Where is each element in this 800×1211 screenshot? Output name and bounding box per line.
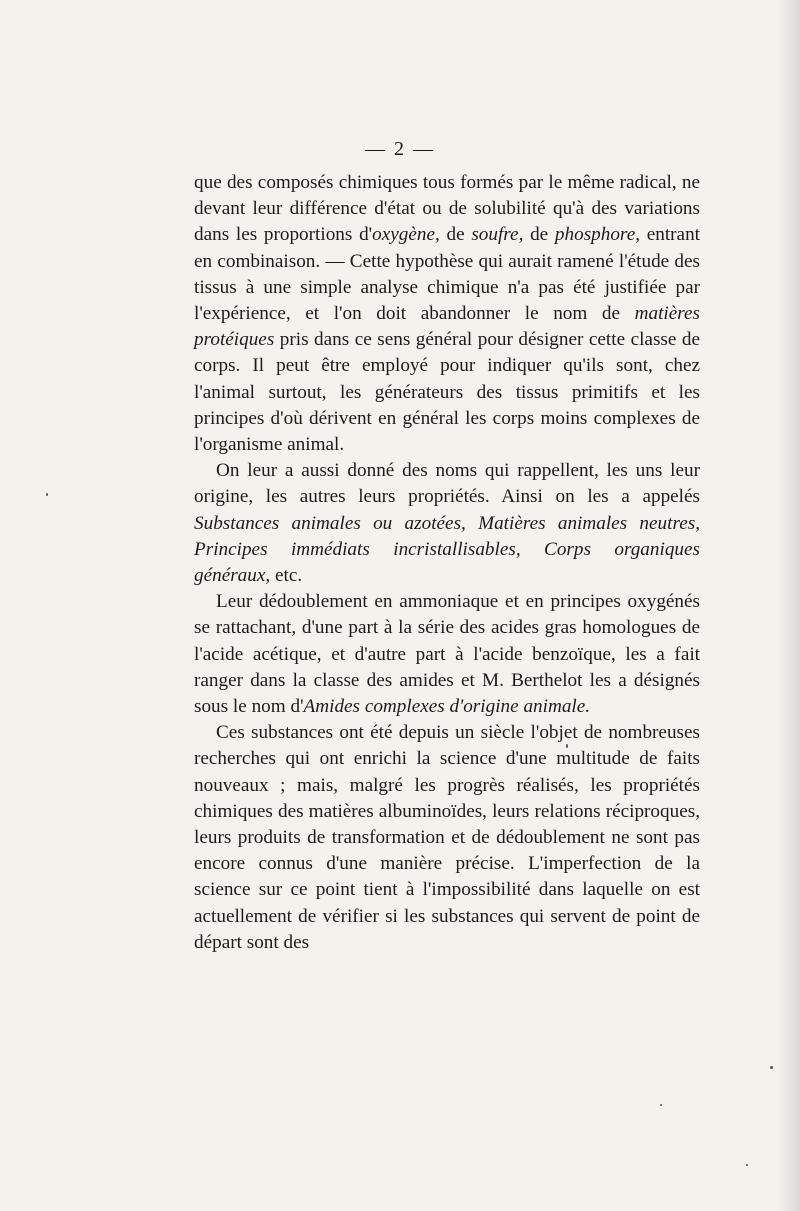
p1-text-1: que des composés chimiques tous formés par le même radical, ne devant leur différence d'état ou de solubilité qu'à des variations dans les proportions d'	[194, 172, 700, 246]
paragraph-3	[194, 589, 700, 720]
paper-speck	[566, 744, 568, 748]
p3-italic-amides: Amides complexes d'origine animale.	[303, 696, 591, 718]
paper-speck	[770, 1066, 773, 1069]
paper-speck	[746, 1164, 748, 1166]
p2-italic-names: Substances animales ou azotées, Matières animales neutres, Principes immédiats incristallisables, Corps organiques généraux,	[194, 512, 700, 587]
p1-italic-phosphore: phosphore,	[554, 224, 641, 246]
text-body	[194, 170, 700, 956]
p1-text-4: entrant en combinaison. — Cette hypothèse qui aurait ramené l'étude des tissus à une simple analyse chimique n'a pas été justifiée par l'expérience, et l'on doit abandonner le nom de	[194, 224, 700, 325]
p1-italic-soufre: soufre,	[471, 224, 524, 246]
p1-text-5: pris dans ce sens général pour désigner cette classe de corps. Il peut être employé pour indiquer qu'ils sont, chez l'animal surtout, les générateurs des tissus primitifs et les principes d'où dérivent en général les corps moins complexes de l'organisme animal.	[194, 329, 700, 456]
p1-italic-matieres-proteiques: matières protéiques	[194, 303, 700, 351]
page-number: — 2 —	[365, 138, 435, 160]
p4-text-1: Ces substances ont été depuis un siècle l'objet de nombreuses recherches qui ont enrichi la science d'une multitude de faits nouveaux ; mais, malgré les progrès réalisés, les propriétés chimiques des matières albuminoïdes, leurs relations réciproques, leurs produits de transformation et de dédoublement ne sont pas encore connus d'une manière précise. L'imperfection de la science sur ce point tient à l'impossibilité dans laquelle on est actuellement de vérifier si les substances qui servent de point de départ sont des	[194, 722, 700, 953]
p1-italic-oxygene: oxygène,	[372, 224, 440, 246]
page-edge-shadow	[778, 0, 800, 1211]
paragraph-1	[194, 170, 700, 458]
paper-speck	[46, 493, 48, 496]
p3-text-1: Leur dédoublement en ammoniaque et en principes oxygénés se rattachant, d'une part à la série des acides gras homologues de l'acide acétique, et d'autre part à l'acide benzoïque, les a fait ranger dans la classe des amides et M. Berthelot les a désignés sous le nom d'	[194, 591, 700, 718]
paragraph-4	[194, 720, 700, 956]
paragraph-2	[194, 458, 700, 589]
paper-speck	[660, 1104, 662, 1106]
p2-text-2: etc.	[270, 565, 303, 587]
p1-text-2: de	[439, 224, 472, 246]
p1-text-3: de	[523, 224, 555, 246]
p2-text-1: On leur a aussi donné des noms qui rappellent, les uns leur origine, les autres leurs propriétés. Ainsi on les a appelés	[194, 460, 700, 508]
